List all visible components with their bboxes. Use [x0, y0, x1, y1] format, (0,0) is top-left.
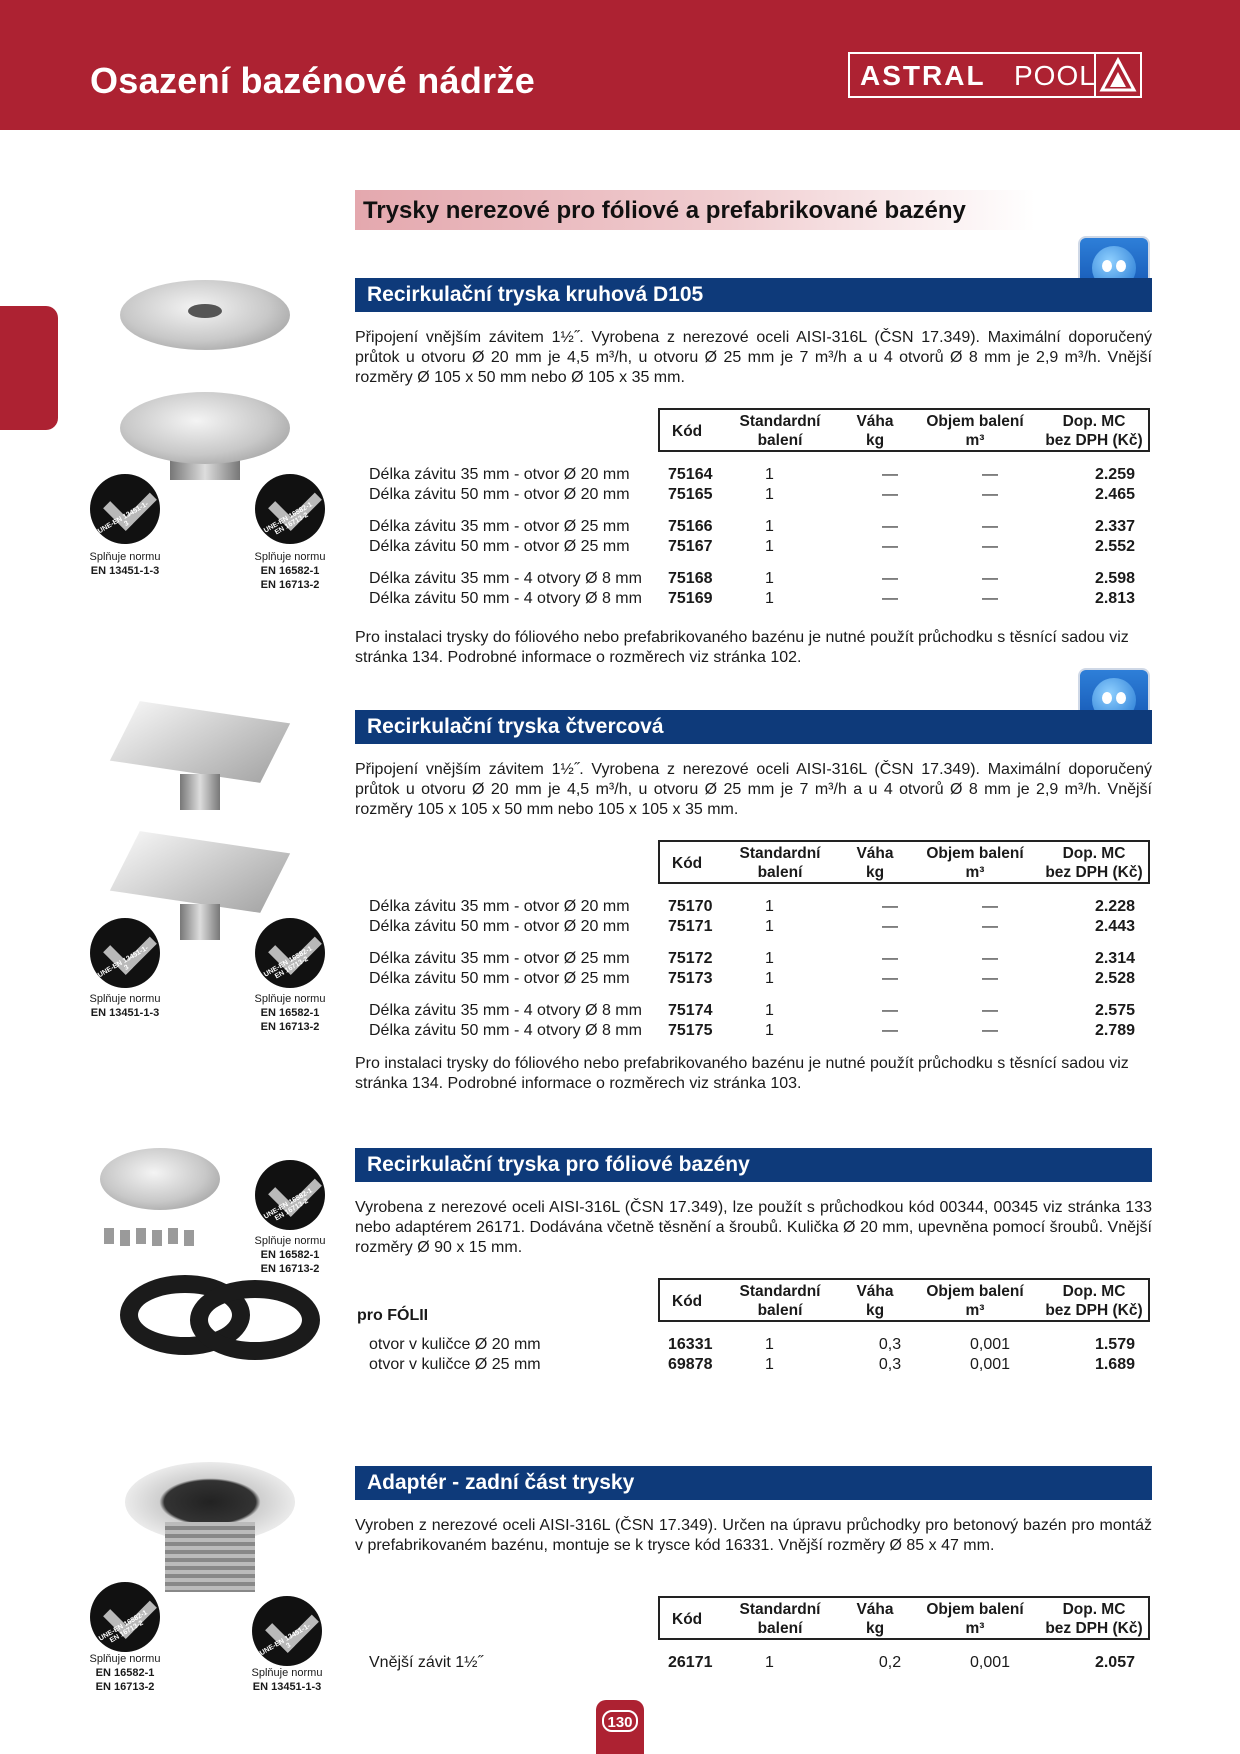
astralpool-logo [848, 52, 1142, 98]
row-std: 1 [765, 1654, 774, 1671]
th-volume [910, 1600, 1040, 1638]
product-description: Připojení vnějším závitem 1½˝. Vyrobena z nerezové oceli AISI-316L (ČSN 17.349). Maximální doporučený průtok u otvoru Ø 20 mm je 4,5 m³/h, u otvoru Ø 25 mm je 7 m³/h a u 4 otvorů Ø 8 mm je 2,9 m³/h. Vnější rozměry Ø 105 x 50 mm nebo Ø 105 x 35 mm. [355, 329, 1152, 386]
th-vol-1: Objem balení [926, 845, 1024, 862]
page-number: 130 [602, 1710, 638, 1732]
cert-norm: EN 16713-2 [260, 1021, 320, 1033]
th-vol-1: Objem balení [926, 1601, 1024, 1618]
th-price-1: Dop. MC [1062, 1601, 1126, 1618]
product-title: Recirkulační tryska pro fóliové bazény [367, 1153, 750, 1176]
row-price: 1.579 [1094, 1336, 1135, 1353]
cert-label: Splňuje normu [89, 993, 161, 1005]
seal-text: UNE-EN 16582-1 EN 16713-2 [262, 501, 314, 537]
table-row [355, 590, 1155, 610]
certification-seal-icon [90, 474, 160, 544]
row-price: 2.337 [1094, 518, 1135, 535]
th-std [725, 1600, 835, 1638]
th-vol-1: Objem balení [926, 1283, 1024, 1300]
row-volume: — [982, 1002, 998, 1019]
row-price: 1.689 [1094, 1356, 1135, 1373]
th-weight [840, 1282, 910, 1320]
th-kod: Kód [672, 855, 703, 872]
row-std: 1 [765, 898, 774, 915]
cert-en16582 [70, 1652, 180, 1694]
product-note: Pro instalaci trysky do fóliového nebo prefabrikovaného bazénu je nutné použít průchodku s těsnící sadou viz stránka 134. Podrobné informace o rozměrech viz stránka 102. [355, 629, 1129, 666]
th-weight [840, 844, 910, 882]
row-volume: — [982, 538, 998, 555]
table-header [658, 840, 1150, 884]
row-label: otvor v kuličce Ø 20 mm [369, 1336, 541, 1353]
row-label: Délka závitu 50 mm - otvor Ø 25 mm [369, 970, 630, 987]
page-title: Osazení bazénové nádrže [90, 60, 536, 101]
th-price-1: Dop. MC [1062, 413, 1126, 430]
row-std: 1 [765, 1002, 774, 1019]
th-std-2: balení [757, 864, 803, 881]
th-price [1040, 1282, 1148, 1320]
section-title [355, 190, 1035, 230]
row-volume: 0,001 [969, 1356, 1011, 1373]
row-price: 2.228 [1094, 898, 1135, 915]
cert-label: Splňuje normu [254, 993, 326, 1005]
row-label: Délka závitu 35 mm - 4 otvory Ø 8 mm [369, 570, 642, 587]
cert-norm: EN 16582-1 [260, 565, 320, 577]
row-code: 75168 [668, 570, 713, 587]
cert-norm: EN 16582-1 [260, 1249, 320, 1261]
page-number-tab [596, 1700, 644, 1754]
row-weight: 0,3 [878, 1336, 902, 1353]
row-volume: — [982, 898, 998, 915]
th-price-2: bez DPH (Kč) [1045, 1620, 1143, 1637]
th-w-1: Váha [856, 1283, 894, 1300]
cert-norm: EN 13451-1-3 [90, 565, 160, 577]
table-row [355, 898, 1155, 918]
row-code: 26171 [668, 1654, 713, 1671]
table-row [355, 466, 1155, 486]
row-code: 75174 [668, 1002, 713, 1019]
cert-norm: EN 13451-1-3 [252, 1681, 322, 1693]
row-code: 75166 [668, 518, 713, 535]
seal-text: UNE-EN 13451-1-3 [258, 1622, 312, 1658]
row-weight: — [882, 950, 898, 967]
row-volume: — [982, 918, 998, 935]
th-kod: Kód [672, 423, 703, 440]
cert-norm: EN 16713-2 [260, 1263, 320, 1275]
row-weight: — [882, 570, 898, 587]
logo-text-pool: POOL [1014, 60, 1096, 91]
th-price-2: bez DPH (Kč) [1045, 432, 1143, 449]
certification-seal-icon [255, 1160, 325, 1230]
row-weight: — [882, 898, 898, 915]
row-weight: — [882, 486, 898, 503]
th-w-2: kg [865, 432, 885, 449]
row-label: Délka závitu 50 mm - otvor Ø 20 mm [369, 486, 630, 503]
square-nozzle-4holes-image [110, 831, 290, 913]
th-price-1: Dop. MC [1062, 1283, 1126, 1300]
row-std: 1 [765, 518, 774, 535]
row-weight: — [882, 466, 898, 483]
cert-en16582 [235, 550, 345, 592]
th-std-2: balení [757, 432, 803, 449]
row-code: 75167 [668, 538, 713, 555]
group-label: pro FÓLII [357, 1307, 429, 1324]
row-std: 1 [765, 466, 774, 483]
row-price: 2.552 [1094, 538, 1135, 555]
row-weight: — [882, 1022, 898, 1039]
th-price-2: bez DPH (Kč) [1045, 864, 1143, 881]
row-code: 75171 [668, 918, 713, 935]
row-label: Délka závitu 50 mm - otvor Ø 25 mm [369, 538, 630, 555]
th-vol-2: m³ [965, 1620, 985, 1637]
row-volume: — [982, 570, 998, 587]
product-title: Recirkulační tryska kruhová D105 [367, 283, 704, 306]
row-label: Délka závitu 50 mm - 4 otvory Ø 8 mm [369, 1022, 642, 1039]
nozzle-thread [180, 774, 220, 810]
row-std: 1 [765, 570, 774, 587]
cert-label: Splňuje normu [254, 551, 326, 563]
row-weight: — [882, 918, 898, 935]
cert-norm: EN 16582-1 [95, 1667, 155, 1679]
certification-seal-icon [252, 1596, 322, 1666]
row-std: 1 [765, 590, 774, 607]
row-price: 2.813 [1094, 590, 1135, 607]
nozzle-thread [180, 904, 220, 940]
row-price: 2.057 [1094, 1654, 1135, 1671]
product-bar-square [355, 710, 1152, 744]
th-volume [910, 412, 1040, 450]
product-title: Recirkulační tryska čtvercová [367, 715, 664, 738]
th-w-2: kg [865, 1620, 885, 1637]
th-price-2: bez DPH (Kč) [1045, 1302, 1143, 1319]
row-weight: 0,3 [878, 1356, 902, 1373]
th-kod: Kód [672, 1611, 703, 1628]
cert-label: Splňuje normu [254, 1235, 326, 1247]
row-volume: — [982, 518, 998, 535]
row-price: 2.789 [1094, 1022, 1135, 1039]
row-label: otvor v kuličce Ø 25 mm [369, 1356, 541, 1373]
row-code: 16331 [668, 1336, 713, 1353]
certification-seal-icon [90, 918, 160, 988]
row-volume: — [982, 590, 998, 607]
th-volume [910, 1282, 1040, 1320]
row-weight: — [882, 538, 898, 555]
product-bar-foil [355, 1148, 1152, 1182]
row-price: 2.259 [1094, 466, 1135, 483]
th-std-1: Standardní [739, 413, 821, 430]
nozzle-opening [188, 304, 222, 318]
th-price-1: Dop. MC [1062, 845, 1126, 862]
row-code: 69878 [668, 1356, 713, 1373]
row-label: Vnější závit 1½˝ [369, 1654, 483, 1671]
table-row [355, 486, 1155, 506]
product-description: Vyroben z nerezové oceli AISI-316L (ČSN 17.349). Určen na úpravu průchodky pro betonový bazén pro montáž v prefabrikovaném bazénu, montuje se k trysce kód 16331. Vnější rozměry Ø 85 x 47 mm. [355, 1517, 1152, 1554]
row-price: 2.465 [1094, 486, 1135, 503]
table-header [658, 1596, 1150, 1640]
th-std-1: Standardní [739, 1283, 821, 1300]
row-volume: — [982, 486, 998, 503]
th-std-2: balení [757, 1302, 803, 1319]
cert-norm: EN 16713-2 [260, 579, 320, 591]
cert-norm: EN 16582-1 [260, 1007, 320, 1019]
table-header [658, 1278, 1150, 1322]
row-weight: 0,2 [878, 1654, 902, 1671]
row-label: Délka závitu 35 mm - 4 otvory Ø 8 mm [369, 1002, 642, 1019]
row-label: Délka závitu 35 mm - otvor Ø 25 mm [369, 518, 630, 535]
table-row [355, 570, 1155, 590]
th-std-2: balení [757, 1620, 803, 1637]
cert-label: Splňuje normu [89, 1653, 161, 1665]
row-code: 75173 [668, 970, 713, 987]
th-w-1: Váha [856, 1601, 894, 1618]
row-label: Délka závitu 35 mm - otvor Ø 20 mm [369, 466, 630, 483]
th-vol-2: m³ [965, 432, 985, 449]
table-row [355, 538, 1155, 558]
row-std: 1 [765, 1336, 774, 1353]
th-std [725, 844, 835, 882]
section-title-text: Trysky nerezové pro fóliové a prefabrikované bazény [363, 197, 966, 224]
round-nozzle-4holes-image [120, 392, 290, 464]
cert-label: Splňuje normu [251, 1667, 323, 1679]
th-w-1: Váha [856, 845, 894, 862]
th-weight [840, 1600, 910, 1638]
table-row [355, 1022, 1155, 1042]
th-std-1: Standardní [739, 845, 821, 862]
th-vol-1: Objem balení [926, 413, 1024, 430]
row-std: 1 [765, 918, 774, 935]
product-title: Adaptér - zadní část trysky [367, 1471, 635, 1494]
row-price: 2.314 [1094, 950, 1135, 967]
product-note: Pro instalaci trysky do fóliového nebo prefabrikovaného bazénu je nutné použít průchodku s těsnící sadou viz stránka 134. Podrobné informace o rozměrech viz stránka 103. [355, 1055, 1129, 1092]
row-volume: 0,001 [969, 1654, 1011, 1671]
cert-norm: EN 16713-2 [95, 1681, 155, 1693]
cert-norm: EN 13451-1-3 [90, 1007, 160, 1019]
row-volume: — [982, 970, 998, 987]
cert-en13451 [70, 992, 180, 1020]
th-vol-2: m³ [965, 864, 985, 881]
table-row [355, 1356, 1155, 1376]
table-row [355, 1002, 1155, 1022]
row-price: 2.443 [1094, 918, 1135, 935]
row-label: Délka závitu 35 mm - otvor Ø 20 mm [369, 898, 630, 915]
row-label: Délka závitu 50 mm - otvor Ø 20 mm [369, 918, 630, 935]
row-code: 75164 [668, 466, 713, 483]
seal-text: UNE-EN 16582-1 EN 16713-2 [97, 1609, 149, 1645]
row-weight: — [882, 590, 898, 607]
row-code: 75172 [668, 950, 713, 967]
row-std: 1 [765, 486, 774, 503]
th-std [725, 1282, 835, 1320]
product-description: Vyrobena z nerezové oceli AISI-316L (ČSN 17.349), lze použít s průchodkou kód 00344, 00345 viz stránka 133 nebo adaptérem 26171. Dodávána včetně těsnění a šroubů. Kulička Ø 20 mm, upevněna pomocí šroubů. Vnější rozměry Ø 90 x 15 mm. [355, 1199, 1152, 1256]
chapter-side-tab [0, 306, 58, 430]
table-row [355, 950, 1155, 970]
seal-text: UNE-EN 13451-1-3 [96, 944, 150, 980]
th-price [1040, 844, 1148, 882]
cert-label: Splňuje normu [89, 551, 161, 563]
th-price [1040, 412, 1148, 450]
row-std: 1 [765, 1356, 774, 1373]
adapter-thread [165, 1522, 255, 1592]
row-volume: — [982, 466, 998, 483]
product-bar-adapter [355, 1466, 1152, 1500]
row-volume: — [982, 1022, 998, 1039]
row-std: 1 [765, 1022, 774, 1039]
row-std: 1 [765, 970, 774, 987]
th-w-1: Váha [856, 413, 894, 430]
seal-text: UNE-EN 16582-1 EN 16713-2 [262, 945, 314, 981]
logo-text-astral: ASTRAL [860, 60, 986, 91]
row-volume: — [982, 950, 998, 967]
th-w-2: kg [865, 864, 885, 881]
th-vol-2: m³ [965, 1302, 985, 1319]
square-nozzle-image [110, 701, 290, 783]
th-kod: Kód [672, 1293, 703, 1310]
cert-en16582 [235, 992, 345, 1034]
table-row [355, 518, 1155, 538]
row-label: Délka závitu 35 mm - otvor Ø 25 mm [369, 950, 630, 967]
screws-image [100, 1222, 220, 1242]
row-code: 75170 [668, 898, 713, 915]
th-price [1040, 1600, 1148, 1638]
row-code: 75175 [668, 1022, 713, 1039]
table-row [355, 1654, 1155, 1674]
row-std: 1 [765, 950, 774, 967]
row-code: 75165 [668, 486, 713, 503]
th-weight [840, 412, 910, 450]
certification-seal-icon [255, 918, 325, 988]
seal-text: UNE-EN 16582-1 EN 16713-2 [262, 1187, 314, 1223]
row-weight: — [882, 1002, 898, 1019]
cert-en13451 [232, 1666, 342, 1694]
row-price: 2.528 [1094, 970, 1135, 987]
row-price: 2.575 [1094, 1002, 1135, 1019]
gasket-image [190, 1280, 320, 1360]
row-std: 1 [765, 538, 774, 555]
row-label: Délka závitu 50 mm - 4 otvory Ø 8 mm [369, 590, 642, 607]
certification-seal-icon [90, 1582, 160, 1652]
table-header [658, 408, 1150, 452]
th-std [725, 412, 835, 450]
row-code: 75169 [668, 590, 713, 607]
cert-en13451 [70, 550, 180, 578]
seal-text: UNE-EN 13451-1-3 [96, 500, 150, 536]
cert-en16582 [235, 1234, 345, 1276]
table-row [355, 970, 1155, 990]
product-description: Připojení vnějším závitem 1½˝. Vyrobena z nerezové oceli AISI-316L (ČSN 17.349). Maximální doporučený průtok u otvoru Ø 20 mm je 4,5 m³/h, u otvoru Ø 25 mm je 7 m³/h a u 4 otvorů Ø 8 mm je 2,9 m³/h. Vnější rozměry 105 x 105 x 50 mm nebo 105 x 105 x 35 mm. [355, 761, 1152, 818]
row-price: 2.598 [1094, 570, 1135, 587]
table-row [355, 1336, 1155, 1356]
certification-seal-icon [255, 474, 325, 544]
logo-triangle-icon [1094, 54, 1140, 96]
row-volume: 0,001 [969, 1336, 1011, 1353]
product-bar-round [355, 278, 1152, 312]
th-w-2: kg [865, 1302, 885, 1319]
row-weight: — [882, 970, 898, 987]
th-std-1: Standardní [739, 1601, 821, 1618]
table-row [355, 918, 1155, 938]
row-weight: — [882, 518, 898, 535]
th-volume [910, 844, 1040, 882]
foil-nozzle-image [100, 1148, 220, 1210]
